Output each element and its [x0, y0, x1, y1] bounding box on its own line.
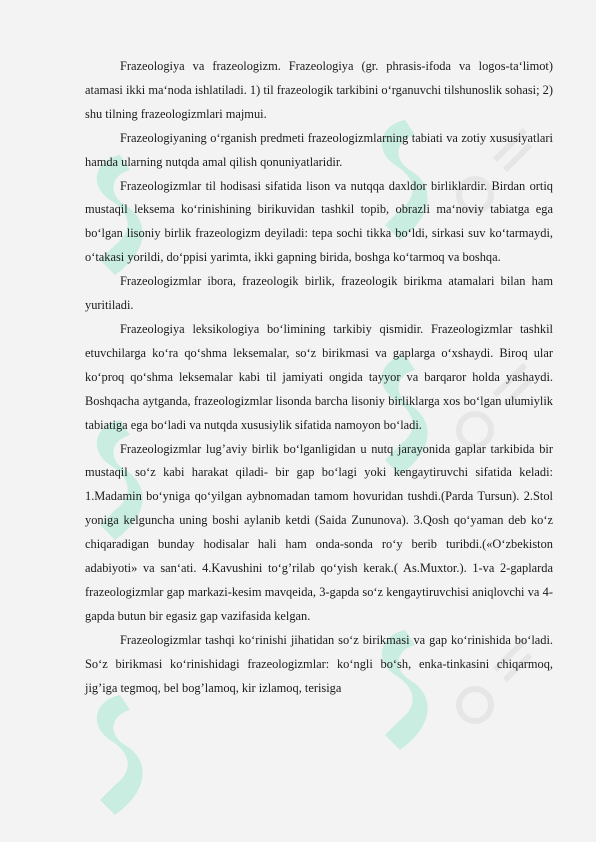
paragraph: Frazeologiya leksikologiya bo‘limining tarkibiy qismidir. Frazeologizmlar tashkil etuvchilarga ko‘ra qo‘shma leksemalar, so‘z birikmasi va gaplarga o‘xshaydi. Biroq ular ko‘proq qo‘shma leksemalar kabi til jamiyati ongida tayyor va barqaror holda yashaydi. Boshqacha aytganda, frazeologizmlar lisonda barcha lisoniy birliklarga xos bo‘lgan ulumiylik tabiatiga ega bo‘ladi va nutqda xususiylik sifatida namoyon bo‘ladi. — [85, 321, 553, 432]
paragraph: Frazeologizmlar lug’aviy birlik bo‘lganligidan u nutq jarayonida gaplar tarkibida bir mustaqil so‘z kabi harakat qiladi- bir gap bo‘lagi yoki kengaytiruvchi sifatida keladi: 1.Madamin bo‘yniga qo‘yilgan aybnomadan tamom hovuridan tushdi.(Parda Tursun). 2.Stol yoniga kelguncha uning boshi aylanib ketdi (Saida Zununova). 3.Qosh qo‘yaman deb ko‘z chiqaradigan bunday hodisalar hali ham onda-sonda ro‘y berib turibdi.(«O‘zbekiston adabiyoti» va san‘ati. 4.Kavushini to‘g’rilab qo‘yish kerak.( As.Muxtor.). 1-va 2-gaplarda frazeologizmlar gap markazi-kesim mavqeida, 3-gapda so‘z kengaytiruvchisi aniqlovchi va 4-gapda butun bir egasiz gap vazifasida kelgan. — [85, 441, 553, 623]
paragraph: Frazeologizmlar til hodisasi sifatida lison va nutqqa daxldor birliklardir. Birdan ortiq mustaqil leksema ko‘rinishining birikuvidan tashkil topib, obrazli ma‘noviy tabiatga ega bo‘lgan lisoniy birlik frazeologizm deyiladi: tepa sochi tikka bo‘ldi, sirkasi suv ko‘tarmaydi, o‘takasi yorildi, do‘ppisi yarimta, ikki gapning birida, boshga ko‘tarmoq va boshqa. — [85, 178, 553, 265]
document-body — [85, 55, 553, 700]
paragraph: Frazeologizmlar ibora, frazeologik birlik, frazeologik birikma atamalari bilan ham yuritiladi. — [85, 274, 553, 313]
paragraph: Frazeologiya va frazeologizm. Frazeologiya (gr. phrasis-ifoda va logos-ta‘limot) atamasi ikki ma‘noda ishlatiladi. 1) til frazeologik tarkibini o‘rganuvchi tilshunoslik sohasi; 2) shu tilning frazeologizmlari majmui. — [85, 59, 553, 121]
watermark-logo-icon — [80, 690, 160, 820]
paragraph: Frazeologiyaning o‘rganish predmeti frazeologizmlarning tabiati va zotiy xususiyatlari hamda ularning nutqda amal qilish qonuniyatlaridir. — [85, 130, 553, 169]
paragraph: Frazeologizmlar tashqi ko‘rinishi jihatidan so‘z birikmasi va gap ko‘rinishida bo‘ladi. So‘z birikmasi ko‘rinishidagi frazeologizmlar: ko‘ngli bo‘sh, enka-tinkasini chiqarmoq, jig’iga tegmoq, bel bog’lamoq, kir izlamoq, terisiga — [85, 632, 553, 695]
